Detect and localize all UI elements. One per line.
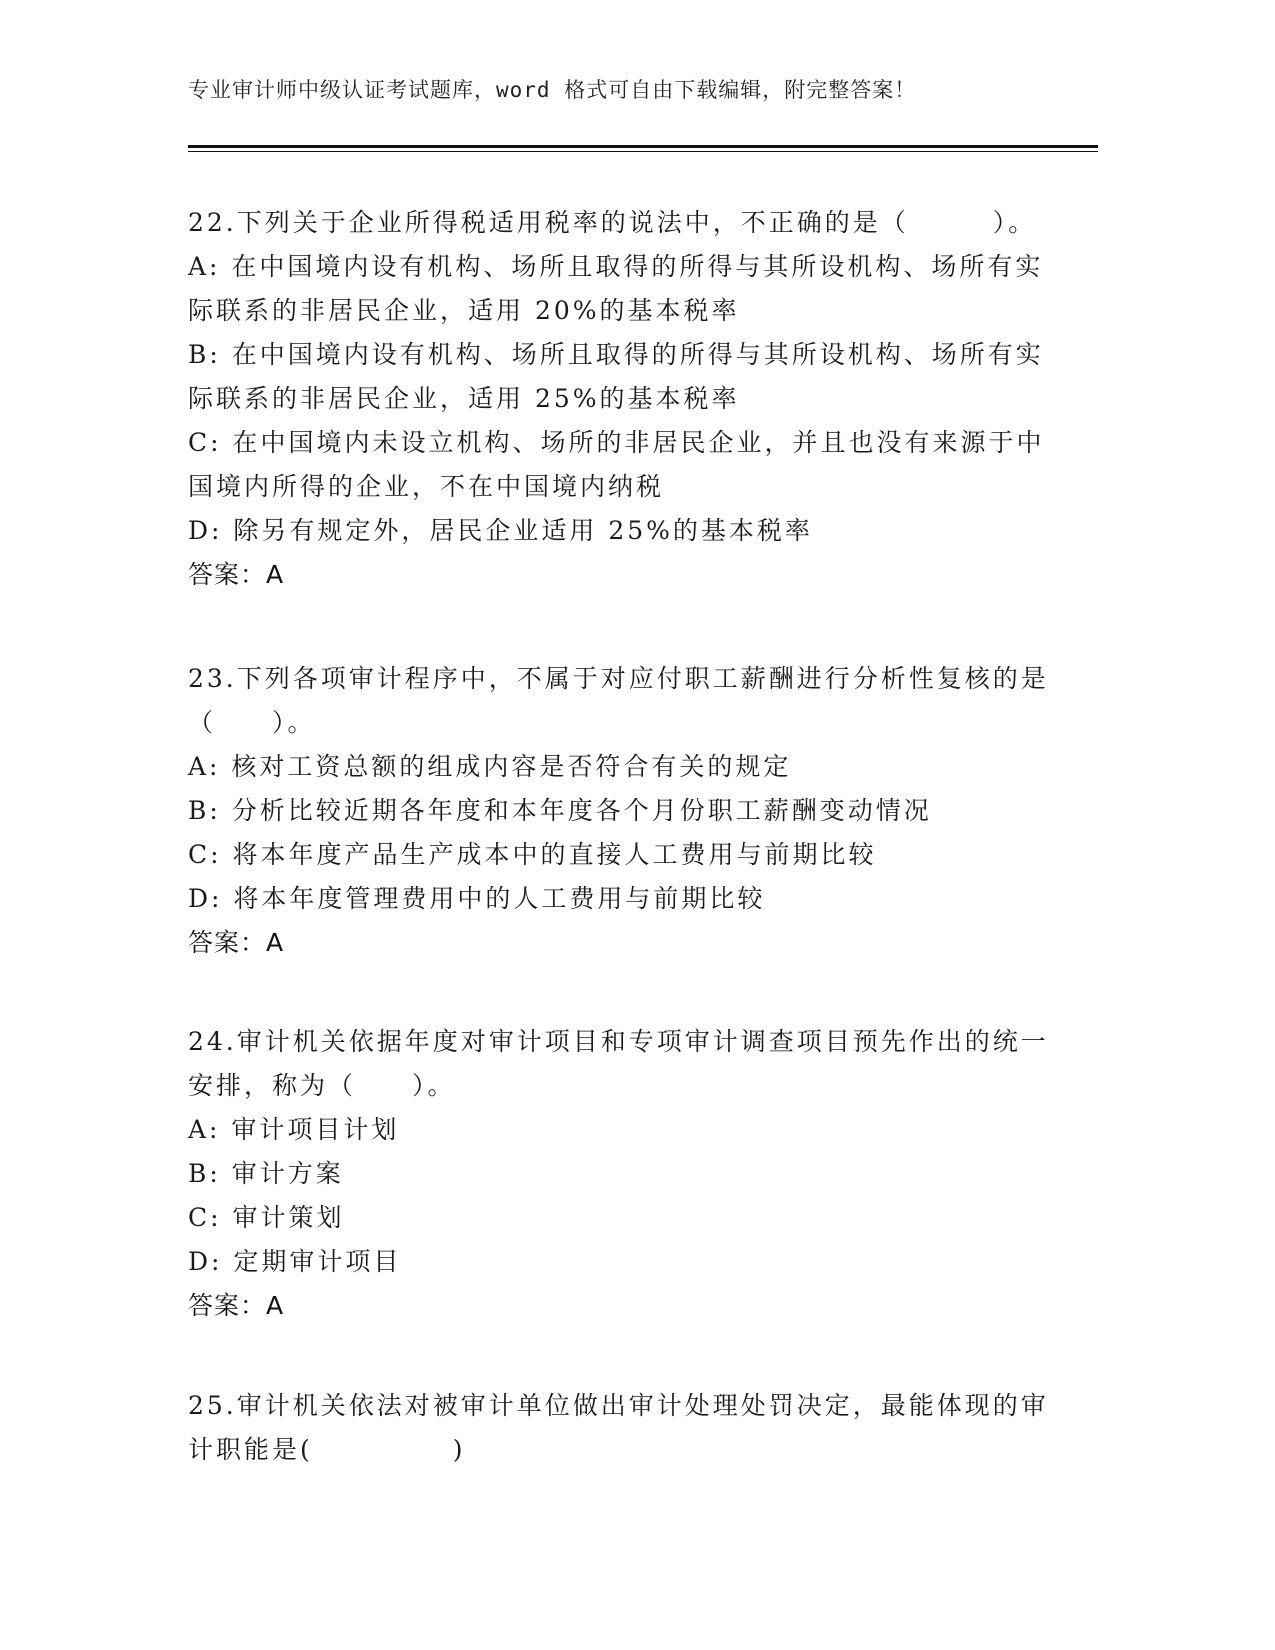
question-stem: 22.下列关于企业所得税适用税率的说法中，不正确的是（ ）。 (188, 208, 1037, 237)
answer: 答案：A (188, 928, 285, 957)
option-a: A: 审计项目计划 (188, 1115, 400, 1144)
option-b-cont: 际联系的非居民企业，适用 25%的基本税率 (188, 384, 740, 413)
header-rule-thin (188, 151, 1098, 152)
question-22 (188, 201, 1068, 597)
option-d: D: 除另有规定外，居民企业适用 25%的基本税率 (188, 516, 813, 545)
option-b: B: 分析比较近期各年度和本年度各个月份职工薪酬变动情况 (188, 796, 932, 825)
question-24 (188, 1020, 1068, 1328)
option-c: C: 在中国境内未设立机构、场所的非居民企业，并且也没有来源于中 (188, 428, 1045, 457)
answer: 答案：A (188, 1291, 285, 1320)
header-rule-thick (188, 145, 1098, 148)
option-b: B: 在中国境内设有机构、场所且取得的所得与其所设机构、场所有实 (188, 340, 1044, 369)
option-a-cont: 际联系的非居民企业，适用 20%的基本税率 (188, 296, 740, 325)
option-b: B: 审计方案 (188, 1159, 344, 1188)
option-a: A: 在中国境内设有机构、场所且取得的所得与其所设机构、场所有实 (188, 252, 1044, 281)
option-d: D: 定期审计项目 (188, 1247, 402, 1276)
option-a: A: 核对工资总额的组成内容是否符合有关的规定 (188, 752, 792, 781)
question-23 (188, 657, 1068, 965)
question-stem-cont: 计职能是( ) (188, 1435, 466, 1464)
option-c-cont: 国境内所得的企业，不在中国境内纳税 (188, 472, 665, 501)
option-c: C: 审计策划 (188, 1203, 345, 1232)
question-stem: 25.审计机关依法对被审计单位做出审计处理处罚决定，最能体现的审 (188, 1391, 1049, 1420)
page-header: 专业审计师中级认证考试题库，word 格式可自由下载编辑，附完整答案！ (188, 78, 917, 102)
question-stem-cont: （ ）。 (188, 708, 316, 737)
option-d: D: 将本年度管理费用中的人工费用与前期比较 (188, 884, 766, 913)
answer: 答案：A (188, 560, 285, 589)
question-stem: 24.审计机关依据年度对审计项目和专项审计调查项目预先作出的统一 (188, 1027, 1049, 1056)
question-25 (188, 1384, 1068, 1472)
option-c: C: 将本年度产品生产成本中的直接人工费用与前期比较 (188, 840, 877, 869)
question-stem-cont: 安排，称为（ ）。 (188, 1071, 456, 1100)
question-stem: 23.下列各项审计程序中，不属于对应付职工薪酬进行分析性复核的是 (188, 664, 1049, 693)
